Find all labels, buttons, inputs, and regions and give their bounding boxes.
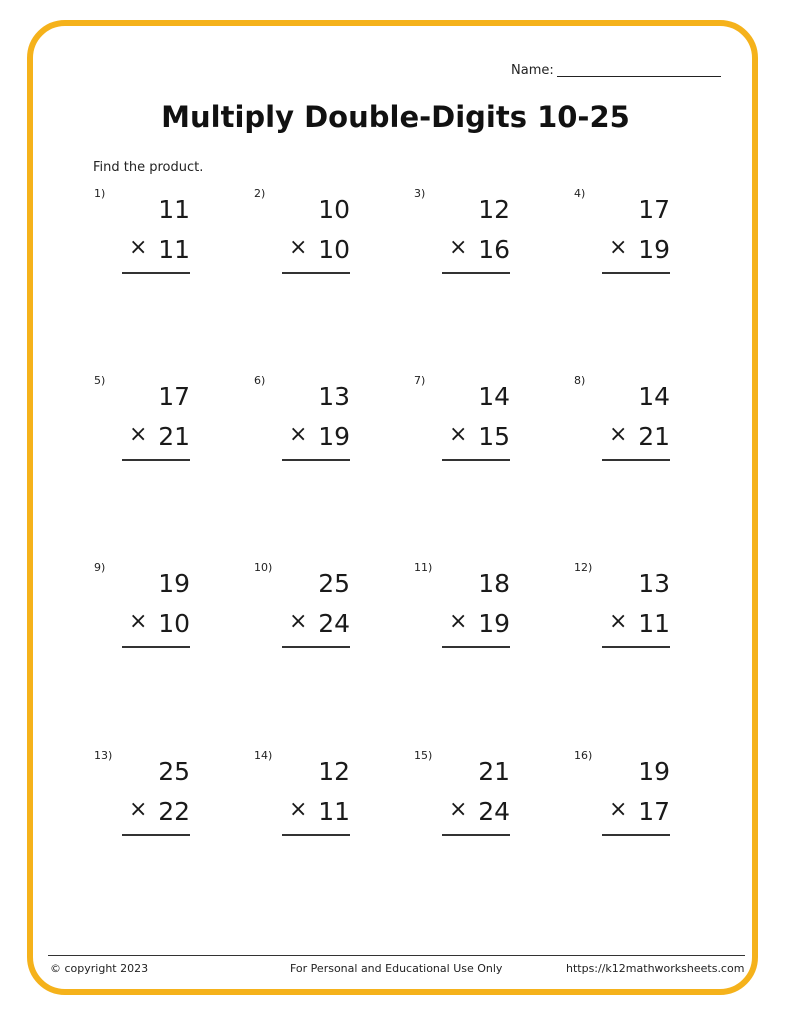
multiplier: 15 — [478, 422, 510, 451]
answer-line — [122, 834, 190, 836]
multiplier: 19 — [478, 609, 510, 638]
answer-line — [602, 834, 670, 836]
times-sign: × — [449, 609, 468, 634]
website-url: https://k12mathworksheets.com — [566, 962, 745, 975]
times-sign: × — [449, 235, 468, 260]
problem-number: 10) — [254, 561, 273, 574]
problem-16 — [574, 749, 670, 849]
usage-text: For Personal and Educational Use Only — [290, 962, 503, 975]
answer-line — [602, 646, 670, 648]
problem-2 — [254, 187, 350, 287]
multiplicand: 13 — [318, 382, 350, 411]
problem-number: 14) — [254, 749, 273, 762]
problem-13 — [94, 749, 190, 849]
answer-line — [442, 646, 510, 648]
problem-7 — [414, 374, 510, 474]
times-sign: × — [129, 797, 148, 822]
answer-line — [122, 459, 190, 461]
name-label: Name: — [511, 63, 554, 78]
worksheet-title: Multiply Double-Digits 10-25 — [161, 100, 630, 134]
multiplicand: 25 — [158, 757, 190, 786]
times-sign: × — [289, 235, 308, 260]
times-sign: × — [449, 797, 468, 822]
problem-14 — [254, 749, 350, 849]
answer-line — [442, 459, 510, 461]
multiplicand: 10 — [318, 195, 350, 224]
problem-6 — [254, 374, 350, 474]
problem-number: 13) — [94, 749, 113, 762]
problem-15 — [414, 749, 510, 849]
answer-line — [442, 834, 510, 836]
answer-line — [122, 646, 190, 648]
answer-line — [282, 459, 350, 461]
problem-number: 16) — [574, 749, 593, 762]
multiplier: 21 — [158, 422, 190, 451]
times-sign: × — [289, 609, 308, 634]
problem-number: 12) — [574, 561, 593, 574]
answer-line — [602, 459, 670, 461]
multiplier: 11 — [318, 797, 350, 826]
times-sign: × — [609, 797, 628, 822]
multiplier: 11 — [638, 609, 670, 638]
multiplier: 24 — [318, 609, 350, 638]
times-sign: × — [289, 422, 308, 447]
problem-number: 1) — [94, 187, 106, 200]
problem-number: 6) — [254, 374, 266, 387]
problem-number: 4) — [574, 187, 586, 200]
problem-number: 8) — [574, 374, 586, 387]
times-sign: × — [129, 609, 148, 634]
problem-number: 7) — [414, 374, 426, 387]
multiplier: 24 — [478, 797, 510, 826]
multiplier: 22 — [158, 797, 190, 826]
answer-line — [442, 272, 510, 274]
problem-8 — [574, 374, 670, 474]
multiplicand: 14 — [638, 382, 670, 411]
name-blank-line — [557, 62, 721, 77]
problem-number: 5) — [94, 374, 106, 387]
multiplicand: 13 — [638, 569, 670, 598]
multiplicand: 19 — [158, 569, 190, 598]
answer-line — [282, 834, 350, 836]
multiplicand: 11 — [158, 195, 190, 224]
problem-5 — [94, 374, 190, 474]
multiplicand: 12 — [318, 757, 350, 786]
problem-number: 11) — [414, 561, 433, 574]
multiplicand: 18 — [478, 569, 510, 598]
footer-divider — [48, 955, 745, 956]
name-field — [511, 62, 721, 78]
multiplier: 17 — [638, 797, 670, 826]
multiplier: 10 — [318, 235, 350, 264]
multiplicand: 14 — [478, 382, 510, 411]
answer-line — [602, 272, 670, 274]
times-sign: × — [129, 235, 148, 260]
multiplicand: 21 — [478, 757, 510, 786]
multiplier: 11 — [158, 235, 190, 264]
times-sign: × — [129, 422, 148, 447]
problem-number: 3) — [414, 187, 426, 200]
answer-line — [282, 272, 350, 274]
multiplier: 19 — [318, 422, 350, 451]
instruction-text: Find the product. — [93, 160, 204, 175]
multiplier: 10 — [158, 609, 190, 638]
multiplicand: 12 — [478, 195, 510, 224]
problem-3 — [414, 187, 510, 287]
multiplier: 21 — [638, 422, 670, 451]
multiplicand: 19 — [638, 757, 670, 786]
multiplicand: 17 — [158, 382, 190, 411]
problem-number: 15) — [414, 749, 433, 762]
times-sign: × — [289, 797, 308, 822]
problem-10 — [254, 561, 350, 661]
answer-line — [282, 646, 350, 648]
times-sign: × — [449, 422, 468, 447]
problem-9 — [94, 561, 190, 661]
multiplicand: 17 — [638, 195, 670, 224]
problem-4 — [574, 187, 670, 287]
problem-12 — [574, 561, 670, 661]
problem-number: 2) — [254, 187, 266, 200]
problem-number: 9) — [94, 561, 106, 574]
problem-11 — [414, 561, 510, 661]
times-sign: × — [609, 235, 628, 260]
times-sign: × — [609, 609, 628, 634]
multiplier: 16 — [478, 235, 510, 264]
problem-1 — [94, 187, 190, 287]
copyright-text: © copyright 2023 — [50, 962, 149, 975]
answer-line — [122, 272, 190, 274]
times-sign: × — [609, 422, 628, 447]
multiplier: 19 — [638, 235, 670, 264]
multiplicand: 25 — [318, 569, 350, 598]
